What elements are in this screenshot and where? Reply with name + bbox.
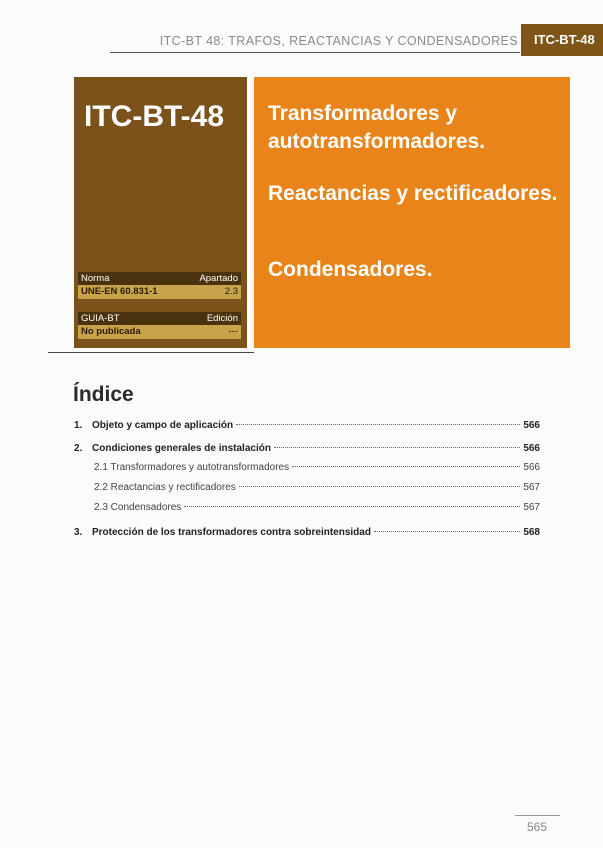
toc-label: 2.1 Transformadores y autotransformadores [94,462,290,473]
toc-leader [292,466,520,467]
section-divider [48,352,254,353]
toc-entry-2-3[interactable] [94,502,540,513]
toc-page: 566 [523,443,540,454]
footer-rule [515,815,560,816]
index-heading: Índice [73,383,134,406]
toc-page: 567 [523,482,540,493]
guia-block [78,312,241,339]
toc-entry-2[interactable] [74,443,540,454]
norma-value: UNE-EN 60.831-1 [81,286,158,297]
title-reactancias: Reactancias y rectificadores. [268,182,558,205]
title-transformadores: Transformadores y autotransformadores. [268,102,486,153]
toc-entry-3[interactable] [74,527,540,538]
edicion-label: Edición [206,313,238,324]
toc-page: 567 [523,502,540,513]
norma-block [78,272,241,299]
toc-leader [184,506,520,507]
toc-number: 1. [74,420,83,431]
apartado-value: 2.3 [224,286,238,297]
toc-page: 566 [523,462,540,473]
toc-page: 566 [523,420,540,431]
apartado-label: Apartado [199,273,238,284]
guia-label: GUIA-BT [81,313,120,324]
toc-label: Objeto y campo de aplicación [92,420,234,431]
toc-page: 568 [523,527,540,538]
toc-label: 2.2 Reactancias y rectificadores [94,482,236,493]
header-rule [110,52,520,53]
toc-label: Condiciones generales de instalación [92,443,271,454]
toc-label: Protección de los transformadores contra sobreintensidad [92,527,371,538]
toc-number: 2. [74,443,83,454]
toc-leader [374,531,520,532]
toc-entry-2-1[interactable] [94,462,540,473]
title-condensadores: Condensadores. [268,258,433,281]
toc-label: 2.3 Condensadores [94,502,182,513]
toc-entry-2-2[interactable] [94,482,540,493]
toc-leader [239,486,521,487]
document-code: ITC-BT-48 [84,100,225,133]
toc-entry-1[interactable] [74,420,540,431]
toc-leader [236,424,520,425]
toc-number: 3. [74,527,83,538]
norma-label: Norma [81,273,110,284]
guia-value: No publicada [81,326,141,337]
running-header-title: ITC-BT 48: TRAFOS, REACTANCIAS Y CONDENSADORES [159,34,518,48]
edicion-value: --- [228,326,238,337]
page-number: 565 [527,820,548,834]
toc-leader [274,447,520,448]
header-section-tab: ITC-BT-48 [521,24,603,56]
